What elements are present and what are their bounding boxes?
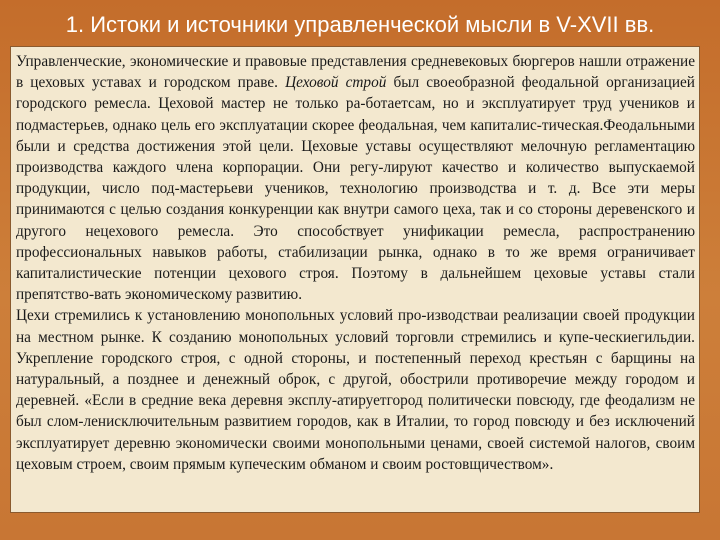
- paragraph-guild-monopoly: Цехи стремились к установлению монопольных условий про-изводстваи реализации своей продукции на местном рынке. К созданию монопольных условий торговли стремились и купе-ческиегильдии. Укрепление городского строя, с одной стороны, и постепенный переход крестьян с барщины на натуральный, а позднее и денежный оброк, с другой, обострили противоречие между городом и деревней. «Если в средние века деревня эксплу-атируетгород политически повсюду, где феодализм не был слом-ленисключительным развитием городов, как в Италии, то город повсюду и без исключений эксплуатирует деревню экономически своими монопольными ценами, своей системой налогов, своим цеховым строем, своим прямым купеческим обманом и своим ростовщичеством».: [16, 307, 695, 473]
- term-guild-system: Цеховой строй: [285, 74, 387, 92]
- slide-title: 1. Истоки и источники управленческой мысли в V-XVII вв.: [65, 12, 655, 37]
- paragraph-1-text-start: Управленческие, экономические и правовые представления средневековых бюргеров нашли отражение в цеховых уставах и городском праве.: [16, 53, 695, 92]
- content-box: [10, 46, 700, 513]
- paragraph-guild-system: [16, 51, 695, 305]
- paragraph-1-text-end: был своеобразной феодальной организацией городского ремесла. Цеховой мастер не только ра-ботаетсам, но и эксплуатирует труд учеников и подмастерьев, однако цель его эксплуатации скорее феодальная, чем капиталис-тическая.Феодальными были и средства достижения этой цели. Цеховые уставы осуществляют мелочную регламентацию производства каждого члена корпорации. Они регу-лируют качество и количество выпускаемой продукции, число под-мастерьеви учеников, технологию производства и т. д. Все эти меры принимаются с целью создания конкуренции как внутри самого цеха, так и со стороны деревенского и другого нецехового ремесла. Это способствует унификации ремесла, распространению профессиональных навыков работы, стабилизации рынка, однако в то же время ограничивает капиталистические потенции цехового строя. Поэтому в дальнейшем цеховые уставы стали препятство-вать экономическому развитию.: [16, 74, 695, 304]
